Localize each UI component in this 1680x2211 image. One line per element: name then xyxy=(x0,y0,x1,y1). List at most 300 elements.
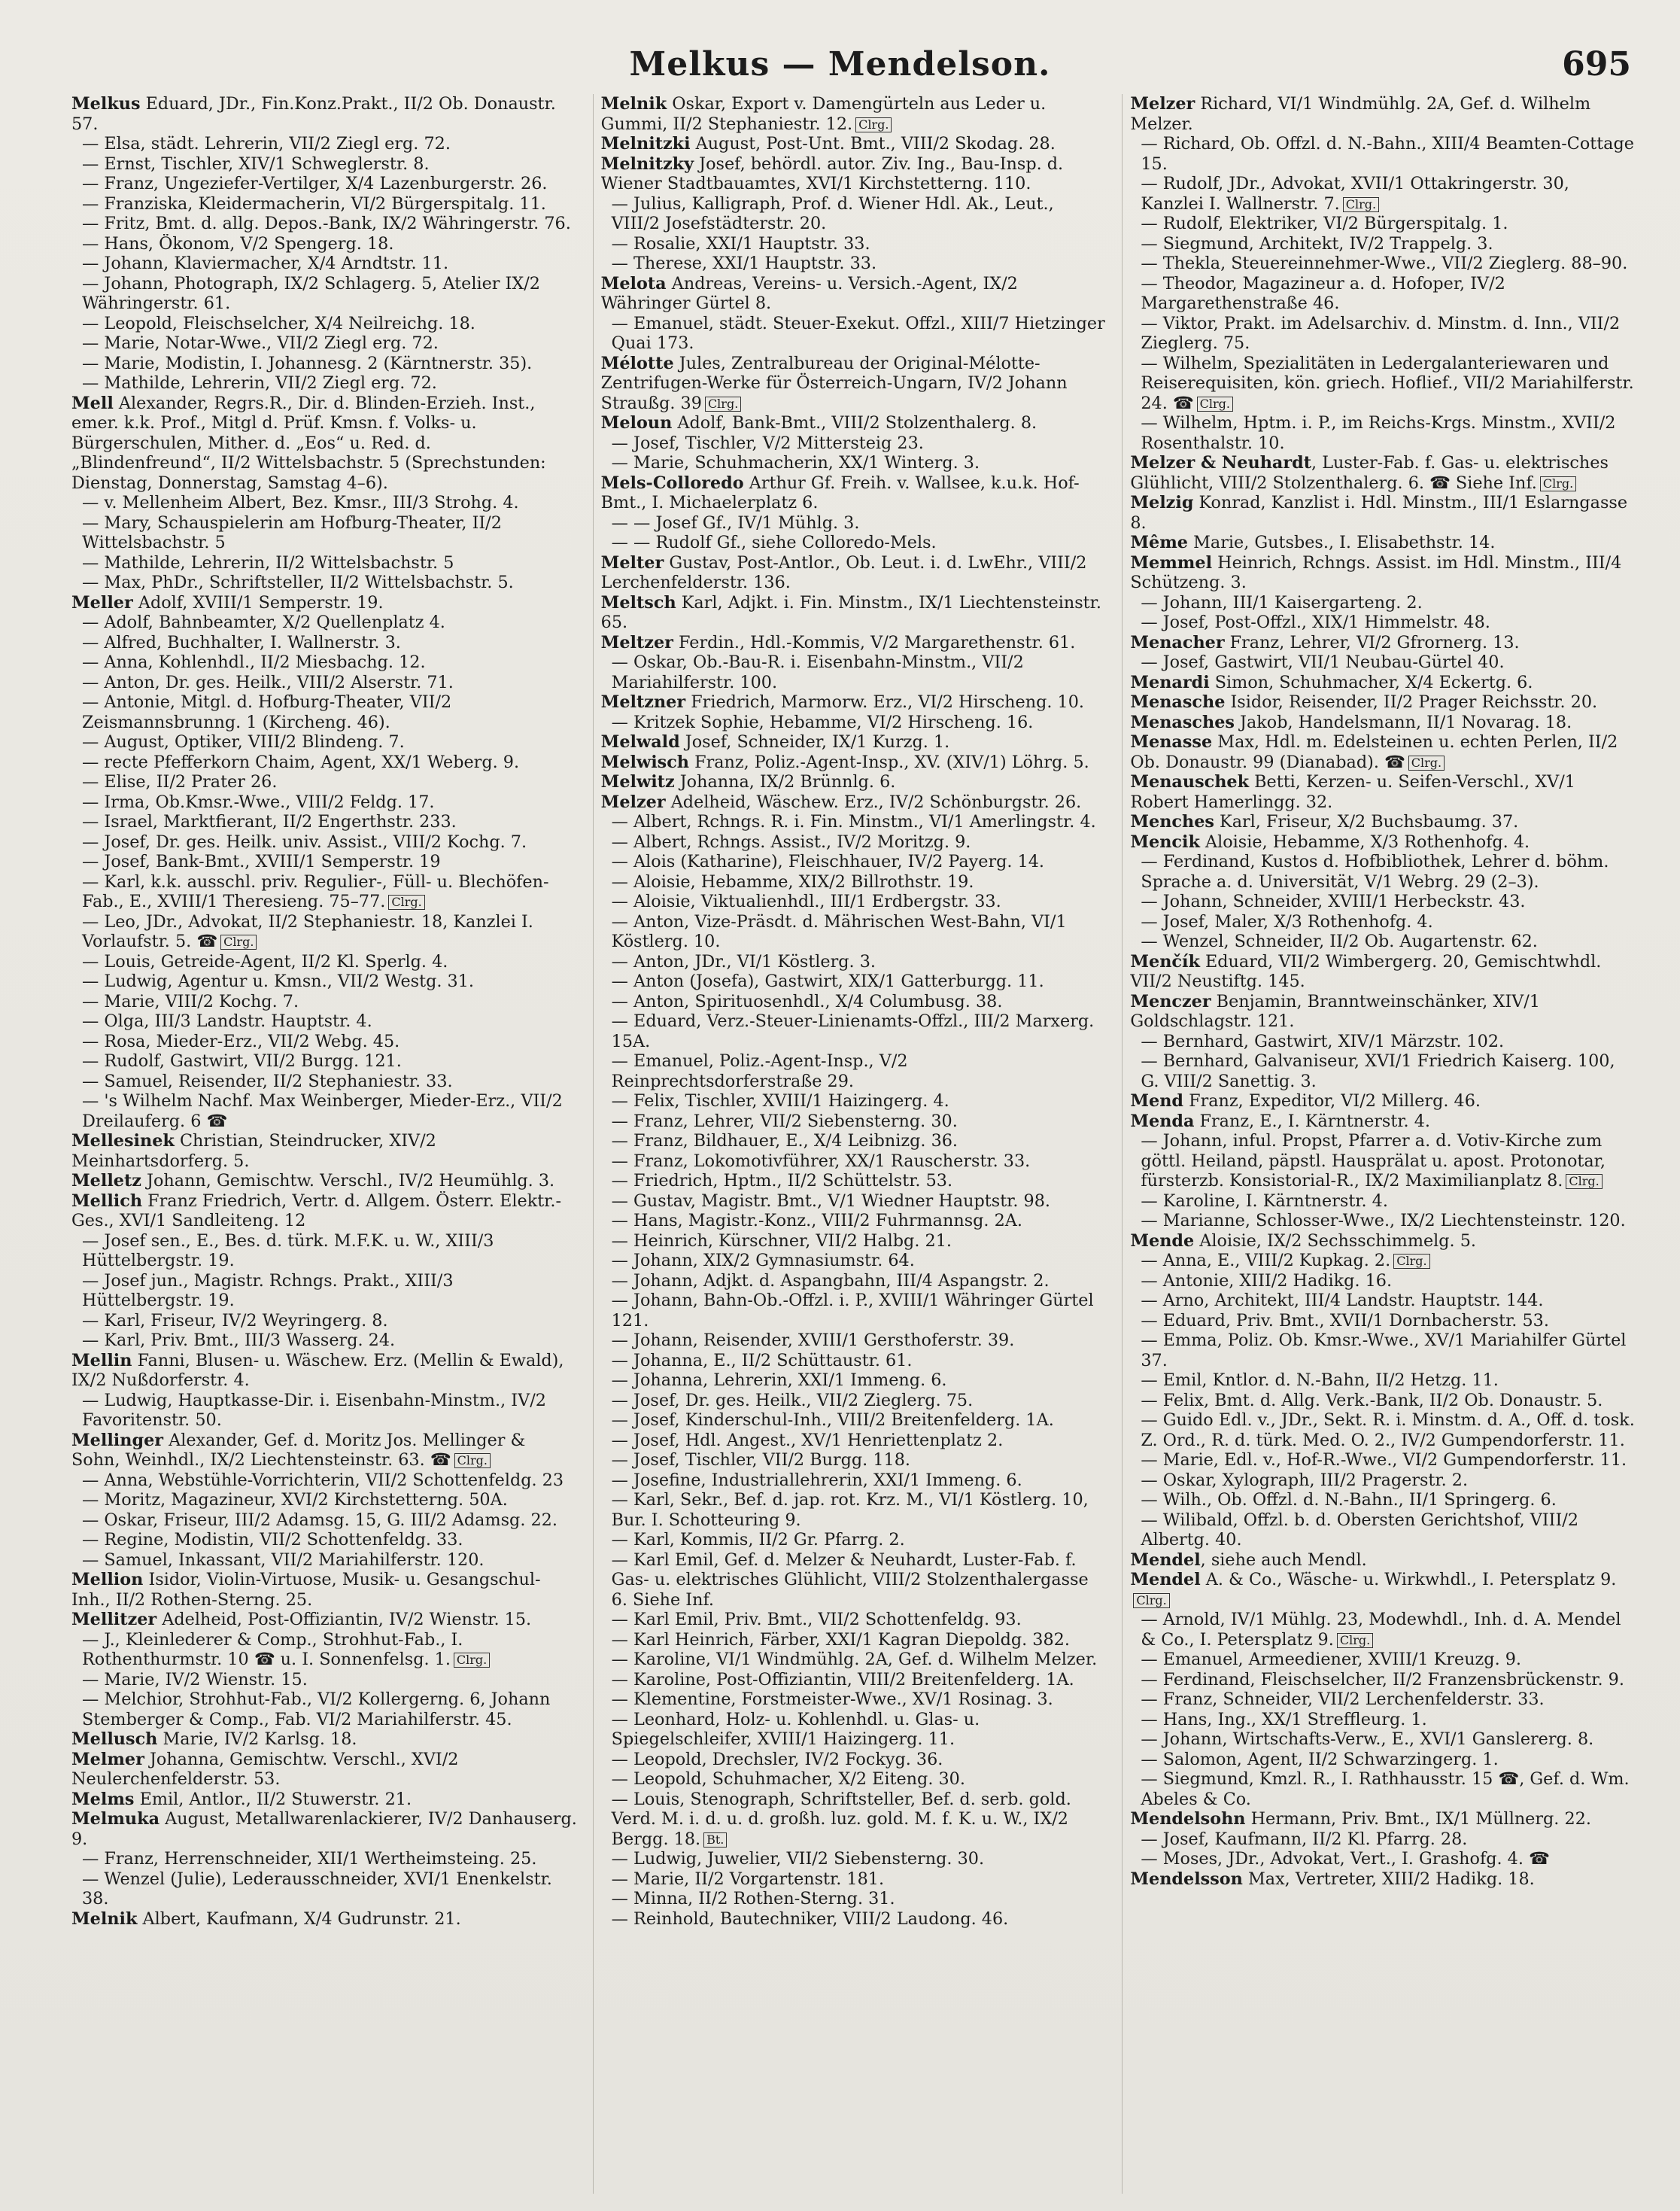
directory-entry xyxy=(71,852,578,872)
entry-surname: Melkus xyxy=(71,94,141,114)
directory-entry xyxy=(1130,1291,1636,1311)
entry-surname: Memmel xyxy=(1130,552,1213,573)
entry-text: — Karl, Sekr., Bef. d. jap. rot. Krz. M., VI/1 Köstlerg. 10, Bur. I. Schotteuring 9. xyxy=(611,1490,1089,1530)
directory-entry xyxy=(601,1650,1107,1670)
directory-entry xyxy=(601,772,1107,792)
directory-entry xyxy=(1130,1051,1636,1091)
entry-text: — Karoline, VI/1 Windmühlg. 2A, Gef. d. Wilhelm Melzer. xyxy=(611,1650,1098,1669)
entry-surname: Mellusch xyxy=(71,1729,158,1749)
directory-entry xyxy=(601,154,1107,194)
directory-entry xyxy=(71,633,578,653)
entry-text: — Marie, VIII/2 Kochg. 7. xyxy=(82,991,299,1011)
directory-entry xyxy=(601,1450,1107,1470)
entry-text: — Wenzel (Julie), Lederausschneider, XVI/1 Enenkelstr. 38. xyxy=(82,1869,552,1908)
directory-entry xyxy=(71,373,578,394)
entry-surname: Mellich xyxy=(71,1191,143,1211)
entry-text: — Karl, Priv. Bmt., III/3 Wasserg. 24. xyxy=(82,1331,396,1350)
entry-text: Eduard, VII/2 Wimbergerg. 20, Gemischtwhdl. VII/2 Neustiftg. 145. xyxy=(1130,951,1602,991)
entry-text: , Luster-Fab. f. Gas- u. elektrisches Glühlicht, VIII/2 Stolzenthalerg. 6. ☎ Siehe Inf. xyxy=(1130,453,1609,493)
directory-entry xyxy=(1130,1191,1636,1212)
entry-text: — Oskar, Xylograph, III/2 Pragerstr. 2. xyxy=(1141,1470,1469,1490)
entry-surname: Mende xyxy=(1130,1230,1195,1251)
entry-surname: Mendel xyxy=(1130,1570,1201,1589)
entry-surname: Mendelsson xyxy=(1130,1869,1243,1889)
directory-entry xyxy=(1130,1211,1636,1231)
directory-entry xyxy=(1130,453,1636,493)
directory-entry xyxy=(601,1431,1107,1451)
directory-entry xyxy=(71,1191,578,1231)
directory-entry xyxy=(601,633,1107,653)
entry-text: — Johanna, E., II/2 Schüttaustr. 61. xyxy=(611,1350,913,1370)
entry-text: — Marie, Edl. v., Hof-R.-Wwe., VI/2 Gumpendorferstr. 11. xyxy=(1141,1450,1627,1470)
entry-text: — — Josef Gf., IV/1 Mühlg. 3. xyxy=(611,512,860,533)
entry-text: — Anna, Kohlenhdl., II/2 Miesbachg. 12. xyxy=(82,652,426,672)
entry-text: — Anton, Spirituosenhdl., X/4 Columbusg. 38. xyxy=(611,991,1003,1011)
entry-text: — Johann, Bahn-Ob.-Offzl. i. P., XVIII/1 Währinger Gürtel 121. xyxy=(611,1291,1094,1331)
directory-entry xyxy=(1130,1650,1636,1670)
entry-text: — Antonie, XIII/2 Hadikg. 16. xyxy=(1141,1270,1393,1291)
entry-text: — Arno, Architekt, III/4 Landstr. Hauptstr. 144. xyxy=(1141,1291,1544,1310)
directory-entry xyxy=(1130,613,1636,633)
directory-entry xyxy=(71,992,578,1012)
entry-text: — Leopold, Schuhmacher, X/2 Eiteng. 30. xyxy=(611,1769,965,1789)
directory-entry xyxy=(1130,912,1636,932)
entry-surname: Mellesinek xyxy=(71,1131,175,1151)
entry-text: — Ludwig, Hauptkasse-Dir. i. Eisenbahn-Minstm., IV/2 Favoritenstr. 50. xyxy=(82,1390,546,1430)
entry-text: — Marie, IV/2 Wienstr. 15. xyxy=(82,1669,308,1689)
entry-text: — Josef sen., E., Bes. d. türk. M.F.K. u. W., XIII/3 Hüttelbergstr. 19. xyxy=(82,1230,494,1270)
directory-entry xyxy=(601,254,1107,274)
directory-entry xyxy=(71,553,578,573)
entry-text: Max, Vertreter, XIII/2 Hadikg. 18. xyxy=(1242,1869,1535,1889)
directory-entry xyxy=(1130,1032,1636,1052)
directory-entry xyxy=(1130,1311,1636,1331)
directory-entry xyxy=(601,1091,1107,1112)
entry-text: — Hans, Magistr.-Konz., VIII/2 Fuhrmannsg. 2A. xyxy=(611,1211,1022,1230)
directory-column-middle xyxy=(593,94,1107,2194)
entry-surname: Melwald xyxy=(600,732,680,752)
entry-text: August, Post-Unt. Bmt., VIII/2 Skodag. 28. xyxy=(690,134,1056,154)
entry-text: — Marie, II/2 Vorgartenstr. 181. xyxy=(611,1869,885,1889)
entry-text: — Wenzel, Schneider, II/2 Ob. Augartenstr. 62. xyxy=(1141,932,1538,951)
directory-entry xyxy=(601,1630,1107,1650)
directory-entry xyxy=(71,513,578,553)
directory-columns xyxy=(71,94,1636,2194)
entry-text: — v. Mellenheim Albert, Bez. Kmsr., III/3 Strohg. 4. xyxy=(82,493,519,512)
directory-entry xyxy=(1130,1809,1636,1829)
entry-text: — Melchior, Strohhut-Fab., VI/2 Kollergerng. 6, Johann Stemberger & Comp., Fab. VI/2 Mariahilferstr. 45. xyxy=(82,1689,551,1729)
entry-text: — Emma, Poliz. Ob. Kmsr.-Wwe., XV/1 Mariahilfer Gürtel 37. xyxy=(1141,1331,1627,1370)
entry-surname: Menauschek xyxy=(1130,772,1250,792)
directory-entry xyxy=(601,94,1107,134)
entry-text: — — Rudolf Gf., siehe Colloredo-Mels. xyxy=(611,533,937,552)
directory-entry xyxy=(71,1909,578,1930)
directory-entry xyxy=(71,1431,578,1470)
entry-text: — Franz, Herrenschneider, XII/1 Wertheimsteing. 25. xyxy=(82,1849,537,1869)
directory-entry xyxy=(1130,1231,1636,1251)
directory-entry xyxy=(601,1331,1107,1351)
directory-entry xyxy=(1130,1550,1636,1571)
directory-entry xyxy=(1130,1689,1636,1710)
entry-text: — Johann, Schneider, XVIII/1 Herbeckstr. 43. xyxy=(1141,892,1526,911)
entry-text: — Albert, Rchngs. Assist., IV/2 Moritzg. 9. xyxy=(611,832,971,852)
entry-text: Aloisie, Hebamme, X/3 Rothenhofg. 4. xyxy=(1199,832,1530,852)
entry-surname: Mend xyxy=(1130,1091,1184,1111)
entry-text: — Albert, Rchngs. R. i. Fin. Minstm., VI/1 Amerlingstr. 4. xyxy=(611,812,1096,832)
directory-entry xyxy=(71,214,578,234)
entry-text: — Johann, Adjkt. d. Aspangbahn, III/4 Aspangstr. 2. xyxy=(611,1270,1050,1291)
entry-text: — Emanuel, Poliz.-Agent-Insp., V/2 Reinprechtsdorferstraße 29. xyxy=(611,1051,908,1091)
entry-badge: Clrg. xyxy=(220,935,257,950)
entry-text: — Felix, Tischler, XVIII/1 Haizingerg. 4. xyxy=(611,1091,949,1111)
directory-entry xyxy=(71,673,578,693)
entry-text: — Ludwig, Juwelier, VII/2 Siebensterng. 30. xyxy=(611,1849,985,1869)
entry-text: — Franz, Lokomotivführer, XX/1 Rauscherstr. 33. xyxy=(611,1151,1031,1171)
entry-text: — Richard, Ob. Offzl. d. N.-Bahn., XIII/4 Beamten-Cottage 15. xyxy=(1141,134,1634,174)
directory-entry xyxy=(71,333,578,354)
entry-text: — Karoline, I. Kärntnerstr. 4. xyxy=(1141,1191,1388,1211)
directory-entry xyxy=(1130,1331,1636,1370)
directory-entry xyxy=(601,713,1107,733)
entry-text: Max, Hdl. m. Edelsteinen u. echten Perlen, II/2 Ob. Donaustr. 99 (Dianabad). ☎ xyxy=(1130,732,1618,772)
entry-text: — 's Wilhelm Nachf. Max Weinberger, Mieder-Erz., VII/2 Dreilauferg. 6 ☎ xyxy=(82,1091,563,1131)
entry-text: — Marie, Schuhmacherin, XX/1 Winterg. 3. xyxy=(611,453,980,473)
entry-text: Jules, Zentralbureau der Original-Mélotte-Zentrifugen-Werke für Österreich-Ungarn, IV/2 Johann Straußg. 39 xyxy=(600,353,1068,413)
directory-entry xyxy=(71,1051,578,1072)
entry-text: — Wilh., Ob. Offzl. d. N.-Bahn., II/1 Springerg. 6. xyxy=(1141,1490,1557,1510)
entry-text: — Reinhold, Bautechniker, VIII/2 Laudong. 46. xyxy=(611,1908,1009,1929)
entry-text: — Johann, XIX/2 Gymnasiumstr. 64. xyxy=(611,1251,915,1270)
directory-entry xyxy=(601,1191,1107,1212)
entry-text: Albert, Kaufmann, X/4 Gudrunstr. 21. xyxy=(137,1908,461,1929)
entry-text: — Marie, Notar-Wwe., VII/2 Ziegl erg. 72. xyxy=(82,333,439,353)
directory-entry xyxy=(71,1610,578,1630)
entry-text: — Eduard, Priv. Bmt., XVII/1 Dornbacherstr. 53. xyxy=(1141,1310,1549,1331)
entry-surname: Menasches xyxy=(1130,712,1235,732)
entry-text: — Gustav, Magistr. Bmt., V/1 Wiedner Hauptstr. 98. xyxy=(611,1191,1051,1211)
directory-entry xyxy=(71,1032,578,1052)
entry-text: — J., Kleinlederer & Comp., Strohhut-Fab., I. Rothenthurmstr. 10 ☎ u. I. Sonnenfelsg. 1. xyxy=(82,1629,463,1669)
entry-text: — Samuel, Reisender, II/2 Stephaniestr. 33. xyxy=(82,1071,453,1091)
directory-entry xyxy=(1130,633,1636,653)
entry-text: Karl, Friseur, X/2 Buchsbaumg. 37. xyxy=(1214,812,1519,832)
directory-entry xyxy=(1130,852,1636,892)
entry-text: Christian, Steindrucker, XIV/2 Meinhartsdorferg. 5. xyxy=(71,1131,436,1171)
entry-text: — Rudolf, JDr., Advokat, XVII/1 Ottakringerstr. 30, Kanzlei I. Wallnerstr. 7. xyxy=(1141,174,1569,214)
directory-entry xyxy=(601,1011,1107,1051)
entry-badge: Clrg. xyxy=(1566,1174,1602,1189)
directory-entry xyxy=(1130,1410,1636,1450)
directory-entry xyxy=(1130,314,1636,354)
entry-text: — Moritz, Magazineur, XVI/2 Kirchstetterng. 50A. xyxy=(82,1490,508,1510)
page-header xyxy=(0,45,1680,98)
directory-entry xyxy=(1130,533,1636,553)
entry-text: — Marianne, Schlosser-Wwe., IX/2 Liechtensteinstr. 120. xyxy=(1141,1211,1626,1230)
entry-surname: Melzer xyxy=(1130,94,1195,114)
entry-text: — Aloisie, Hebamme, XIX/2 Billrothstr. 19. xyxy=(611,871,974,892)
directory-entry xyxy=(71,1510,578,1531)
directory-entry xyxy=(601,1750,1107,1770)
directory-entry xyxy=(601,1530,1107,1550)
entry-text: — Ferdinand, Fleischselcher, II/2 Franzensbrückenstr. 9. xyxy=(1141,1669,1624,1689)
directory-entry xyxy=(71,1849,578,1869)
directory-entry xyxy=(1130,692,1636,713)
entry-text: — Josef, Maler, X/3 Rothenhofg. 4. xyxy=(1141,911,1433,932)
entry-text: — Franz, Ungeziefer-Vertilger, X/4 Lazenburgerstr. 26. xyxy=(82,174,548,193)
directory-entry xyxy=(1130,553,1636,593)
entry-text: — Johann, inful. Propst, Pfarrer a. d. Votiv-Kirche zum göttl. Heiland, päpstl. Hausprälat u. apost. Protonotar, fürsterzb. Konsistorial-R., IX/2 Maximilianplatz 8. xyxy=(1141,1131,1606,1191)
directory-entry xyxy=(71,1231,578,1271)
entry-text: — Bernhard, Galvaniseur, XVI/1 Friedrich Kaiserg. 100, G. VIII/2 Sanettig. 3. xyxy=(1141,1051,1615,1091)
entry-text: — Louis, Stenograph, Schriftsteller, Bef. d. serb. gold. Verd. M. i. d. u. d. großh. luz. gold. M. f. K. u. W., IX/2 Bergg. 18. xyxy=(611,1789,1071,1849)
entry-text: — Johann, III/1 Kaisergarteng. 2. xyxy=(1141,592,1423,613)
entry-surname: Mels-Colloredo xyxy=(600,473,744,493)
directory-entry xyxy=(71,832,578,853)
directory-entry xyxy=(601,1231,1107,1251)
entry-text: — Karoline, Post-Offiziantin, VIII/2 Breitenfelderg. 1A. xyxy=(611,1669,1074,1689)
directory-entry xyxy=(71,1530,578,1550)
entry-text: Adolf, Bank-Bmt., VIII/2 Stolzenthalerg. 8. xyxy=(672,413,1037,433)
directory-entry xyxy=(601,1909,1107,1930)
entry-text: — Anton, Vize-Präsdt. d. Mährischen West-Bahn, VI/1 Köstlerg. 10. xyxy=(611,911,1067,951)
entry-text: Josef, Schneider, IX/1 Kurzg. 1. xyxy=(679,732,950,752)
directory-entry xyxy=(601,1790,1107,1850)
directory-entry xyxy=(601,872,1107,893)
entry-surname: Meloun xyxy=(600,413,673,433)
entry-text: — Antonie, Mitgl. d. Hofburg-Theater, VII/2 Zeismannsbrunng. 1 (Kircheng. 46). xyxy=(82,692,452,732)
entry-text: — Johann, Photograph, IX/2 Schlagerg. 5, Atelier IX/2 Währingerstr. 61. xyxy=(82,273,540,313)
directory-entry xyxy=(1130,1251,1636,1271)
directory-entry xyxy=(601,1710,1107,1750)
directory-entry xyxy=(71,274,578,314)
entry-text: — Klementine, Forstmeister-Wwe., XV/1 Rosinag. 3. xyxy=(611,1689,1053,1709)
directory-entry xyxy=(601,413,1107,433)
directory-entry xyxy=(71,1869,578,1909)
entry-surname: Melnik xyxy=(71,1908,138,1929)
entry-text: — Leo, JDr., Advokat, II/2 Stephaniestr. 18, Kanzlei I. Vorlaufstr. 5. ☎ xyxy=(82,911,533,951)
directory-entry xyxy=(601,1171,1107,1191)
entry-text: , siehe auch Mendl. xyxy=(1200,1550,1367,1570)
directory-entry xyxy=(71,1331,578,1351)
entry-surname: Mendelsohn xyxy=(1130,1809,1246,1829)
directory-entry xyxy=(1130,1391,1636,1411)
directory-entry xyxy=(71,94,578,134)
directory-entry xyxy=(1130,892,1636,912)
entry-text: — Anton (Josefa), Gastwirt, XIX/1 Gatterburgg. 11. xyxy=(611,972,1044,991)
entry-text: Adolf, XVIII/1 Semperstr. 19. xyxy=(132,592,384,613)
directory-entry xyxy=(601,832,1107,853)
entry-text: — Julius, Kalligraph, Prof. d. Wiener Hdl. Ak., Leut., VIII/2 Josefstädterstr. 20. xyxy=(611,193,1054,233)
entry-text: — Siegmund, Kmzl. R., I. Rathhausstr. 15 ☎, Gef. d. Wm. Abeles & Co. xyxy=(1141,1769,1630,1809)
directory-entry xyxy=(1130,772,1636,812)
entry-surname: Meller xyxy=(71,592,133,613)
entry-text: — Irma, Ob.Kmsr.-Wwe., VIII/2 Feldg. 17. xyxy=(82,792,435,812)
entry-text: — Franz, Bildhauer, E., X/4 Leibnizg. 36. xyxy=(611,1131,958,1151)
directory-entry xyxy=(1130,234,1636,254)
directory-entry xyxy=(601,433,1107,454)
directory-entry xyxy=(71,194,578,214)
entry-badge: Clrg. xyxy=(1197,397,1233,412)
directory-entry xyxy=(71,1091,578,1131)
directory-entry xyxy=(601,1470,1107,1491)
entry-surname: Meltzner xyxy=(600,692,686,712)
entry-text: — Max, PhDr., Schriftsteller, II/2 Wittelsbachstr. 5. xyxy=(82,573,514,592)
directory-entry xyxy=(601,1211,1107,1231)
directory-entry xyxy=(71,134,578,154)
directory-entry xyxy=(601,354,1107,414)
directory-entry xyxy=(601,1351,1107,1371)
directory-entry xyxy=(1130,94,1636,134)
entry-text: — Mathilde, Lehrerin, VII/2 Ziegl erg. 72. xyxy=(82,373,437,393)
entry-text: — Salomon, Agent, II/2 Schwarzingerg. 1. xyxy=(1141,1749,1499,1769)
entry-text: — Josef, Kaufmann, II/2 Kl. Pfarrg. 28. xyxy=(1141,1829,1468,1849)
directory-entry xyxy=(1130,1271,1636,1291)
directory-entry xyxy=(1130,673,1636,693)
directory-entry xyxy=(1130,1510,1636,1550)
entry-text: Fanni, Blusen- u. Wäschew. Erz. (Mellin & Ewald), IX/2 Nußdorferstr. 4. xyxy=(71,1350,564,1390)
entry-text: — Anna, E., VIII/2 Kupkag. 2. xyxy=(1141,1251,1391,1270)
directory-entry xyxy=(601,593,1107,633)
entry-badge: Clrg. xyxy=(855,117,892,132)
entry-text: Josef, behördl. autor. Ziv. Ing., Bau-Insp. d. Wiener Stadtbauamtes, XVI/1 Kirchstetterng. 110. xyxy=(600,154,1064,193)
entry-surname: Menčík xyxy=(1130,951,1200,972)
entry-text: — Josef, Bank-Bmt., XVIII/1 Semperstr. 19 xyxy=(82,852,441,871)
entry-text: — Elsa, städt. Lehrerin, VII/2 Ziegl erg. 72. xyxy=(82,134,451,154)
entry-badge: Clrg. xyxy=(1408,756,1445,771)
directory-column-left xyxy=(71,94,578,2194)
directory-entry xyxy=(71,1271,578,1311)
directory-entry xyxy=(1130,214,1636,234)
page-number: 695 xyxy=(1562,45,1631,84)
entry-text: Oskar, Export v. Damengürteln aus Leder u. Gummi, II/2 Stephaniestr. 12. xyxy=(600,94,1047,134)
entry-badge: Clrg. xyxy=(1393,1254,1429,1269)
entry-surname: Menardi xyxy=(1130,672,1210,692)
entry-text: — Rudolf, Gastwirt, VII/2 Burgg. 121. xyxy=(82,1051,402,1071)
entry-text: Johanna, IX/2 Brünnlg. 6. xyxy=(674,772,896,792)
directory-entry xyxy=(1130,1370,1636,1391)
entry-text: — Hans, Ing., XX/1 Streffleurg. 1. xyxy=(1141,1709,1427,1729)
entry-surname: Menda xyxy=(1130,1111,1195,1131)
entry-surname: Melletz xyxy=(71,1171,141,1191)
directory-entry xyxy=(601,1251,1107,1271)
directory-entry xyxy=(1130,652,1636,673)
entry-text: — Thekla, Steuereinnehmer-Wwe., VII/2 Zieglerg. 88–90. xyxy=(1141,254,1628,273)
directory-entry xyxy=(71,394,578,494)
entry-text: — Josef, Hdl. Angest., XV/1 Henriettenplatz 2. xyxy=(611,1430,1004,1450)
page-title: Melkus — Mendelson. xyxy=(629,45,1051,84)
entry-text: Friedrich, Marmorw. Erz., VI/2 Hirscheng. 10. xyxy=(685,692,1085,712)
entry-surname: Menasche xyxy=(1130,692,1226,712)
entry-text: — Therese, XXI/1 Hauptstr. 33. xyxy=(611,254,877,273)
entry-text: — Leonhard, Holz- u. Kohlenhdl. u. Glas- u. Spiegelschleifer, XVIII/1 Haizingerg. 11. xyxy=(611,1709,980,1749)
entry-text: — Emanuel, Armeediener, XVIII/1 Kreuzg. 9. xyxy=(1141,1650,1522,1669)
entry-text: — Olga, III/3 Landstr. Hauptstr. 4. xyxy=(82,1011,372,1031)
directory-entry xyxy=(601,812,1107,832)
directory-entry xyxy=(71,692,578,732)
entry-surname: Melms xyxy=(71,1789,135,1809)
directory-entry xyxy=(601,1291,1107,1331)
entry-surname: Melwisch xyxy=(600,752,690,772)
entry-surname: Même xyxy=(1130,533,1188,552)
directory-entry xyxy=(601,1410,1107,1431)
entry-text: Arthur Gf. Freih. v. Wallsee, k.u.k. Hof-Bmt., I. Michaelerplatz 6. xyxy=(600,473,1080,512)
entry-text: — Friedrich, Hptm., II/2 Schüttelstr. 53. xyxy=(611,1171,953,1191)
entry-text: — Kritzek Sophie, Hebamme, VI/2 Hirscheng. 16. xyxy=(611,712,1034,732)
entry-text: — Emanuel, städt. Steuer-Exekut. Offzl., XIII/7 Hietzinger Quai 173. xyxy=(611,313,1105,353)
directory-entry xyxy=(601,1889,1107,1909)
entry-text: Johann, Gemischtw. Verschl., IV/2 Heumühlg. 3. xyxy=(141,1171,555,1191)
entry-surname: Meltsch xyxy=(600,592,676,613)
entry-text: — Aloisie, Viktualienhdl., III/1 Erdbergstr. 33. xyxy=(611,892,1001,911)
directory-entry xyxy=(1130,1570,1636,1610)
entry-surname: Menasse xyxy=(1130,732,1213,752)
entry-surname: Menacher xyxy=(1130,632,1225,652)
entry-text: August, Metallwarenlackierer, IV/2 Danhauserg. 9. xyxy=(71,1809,577,1849)
directory-entry xyxy=(71,1729,578,1750)
entry-badge: Clrg. xyxy=(705,397,741,412)
entry-text: — Emil, Kntlor. d. N.-Bahn, II/2 Hetzg. 11. xyxy=(1141,1370,1499,1390)
directory-entry xyxy=(71,772,578,792)
directory-entry xyxy=(601,1550,1107,1610)
directory-entry xyxy=(601,134,1107,154)
entry-text: — August, Optiker, VIII/2 Blindeng. 7. xyxy=(82,732,405,752)
entry-text: — Minna, II/2 Rothen-Sterng. 31. xyxy=(611,1889,895,1908)
directory-entry xyxy=(601,1391,1107,1411)
directory-entry xyxy=(601,1051,1107,1091)
directory-entry xyxy=(71,1670,578,1690)
entry-text: — Josef, Kinderschul-Inh., VIII/2 Breitenfelderg. 1A. xyxy=(611,1410,1054,1430)
directory-entry xyxy=(601,1490,1107,1530)
entry-text: — Johann, Wirtschafts-Verw., E., XVI/1 Ganslererg. 8. xyxy=(1141,1729,1594,1749)
directory-entry xyxy=(601,1271,1107,1291)
entry-text: Alexander, Regrs.R., Dir. d. Blinden-Erzieh. Inst., emer. k.k. Prof., Mitgl d. Prüf. Kmsn. f. Volks- u. Bürgerschulen, Mither. d. „Eos“ u. Red. d. „Blindenfreund“, II/2 Wittelsbachstr. 5 (Sprechstunden: Dienstag, Donnerstag, Samstag 4–6). xyxy=(71,393,546,493)
directory-entry xyxy=(1130,932,1636,952)
directory-entry xyxy=(71,1011,578,1032)
entry-text: — Rosa, Mieder-Erz., VII/2 Webg. 45. xyxy=(82,1031,400,1051)
entry-surname: Melter xyxy=(600,552,664,573)
directory-entry xyxy=(71,1171,578,1191)
directory-entry xyxy=(601,194,1107,234)
entry-text: Adelheid, Wäschew. Erz., IV/2 Schönburgstr. 26. xyxy=(665,792,1082,812)
entry-surname: Mélotte xyxy=(600,353,674,373)
directory-entry xyxy=(601,1151,1107,1172)
directory-entry xyxy=(1130,134,1636,174)
directory-entry xyxy=(1130,832,1636,853)
directory-entry xyxy=(1130,1829,1636,1850)
directory-entry xyxy=(1130,1670,1636,1690)
entry-surname: Mendel xyxy=(1130,1550,1201,1570)
entry-text: Benjamin, Branntweinschänker, XIV/1 Goldschlagstr. 121. xyxy=(1130,991,1540,1031)
directory-entry xyxy=(71,1570,578,1610)
directory-entry xyxy=(1130,1470,1636,1491)
directory-entry xyxy=(1130,1112,1636,1132)
entry-text: — Elise, II/2 Prater 26. xyxy=(82,772,278,792)
entry-text: — Karl Emil, Priv. Bmt., VII/2 Schottenfeldg. 93. xyxy=(611,1610,1022,1629)
entry-text: Franz, E., I. Kärntnerstr. 4. xyxy=(1194,1111,1430,1131)
directory-entry xyxy=(1130,1610,1636,1650)
entry-text: Isidor, Reisender, II/2 Prager Reichsstr. 20. xyxy=(1225,692,1598,712)
entry-surname: Melmuka xyxy=(71,1809,160,1829)
directory-entry xyxy=(71,573,578,593)
entry-surname: Mellinger xyxy=(71,1430,164,1450)
directory-entry xyxy=(71,1351,578,1391)
entry-text: — Arnold, IV/1 Mühlg. 23, Modewhdl., Inh. d. A. Mendel & Co., I. Petersplatz 9. xyxy=(1141,1610,1621,1650)
entry-text: — Josef, Dr. ges. Heilk., VII/2 Zieglerg. 75. xyxy=(611,1390,974,1410)
entry-text: Adelheid, Post-Offiziantin, IV/2 Wienstr. 15. xyxy=(156,1610,532,1629)
directory-entry xyxy=(601,1869,1107,1890)
directory-entry xyxy=(71,1750,578,1790)
directory-column-right xyxy=(1122,94,1636,2194)
